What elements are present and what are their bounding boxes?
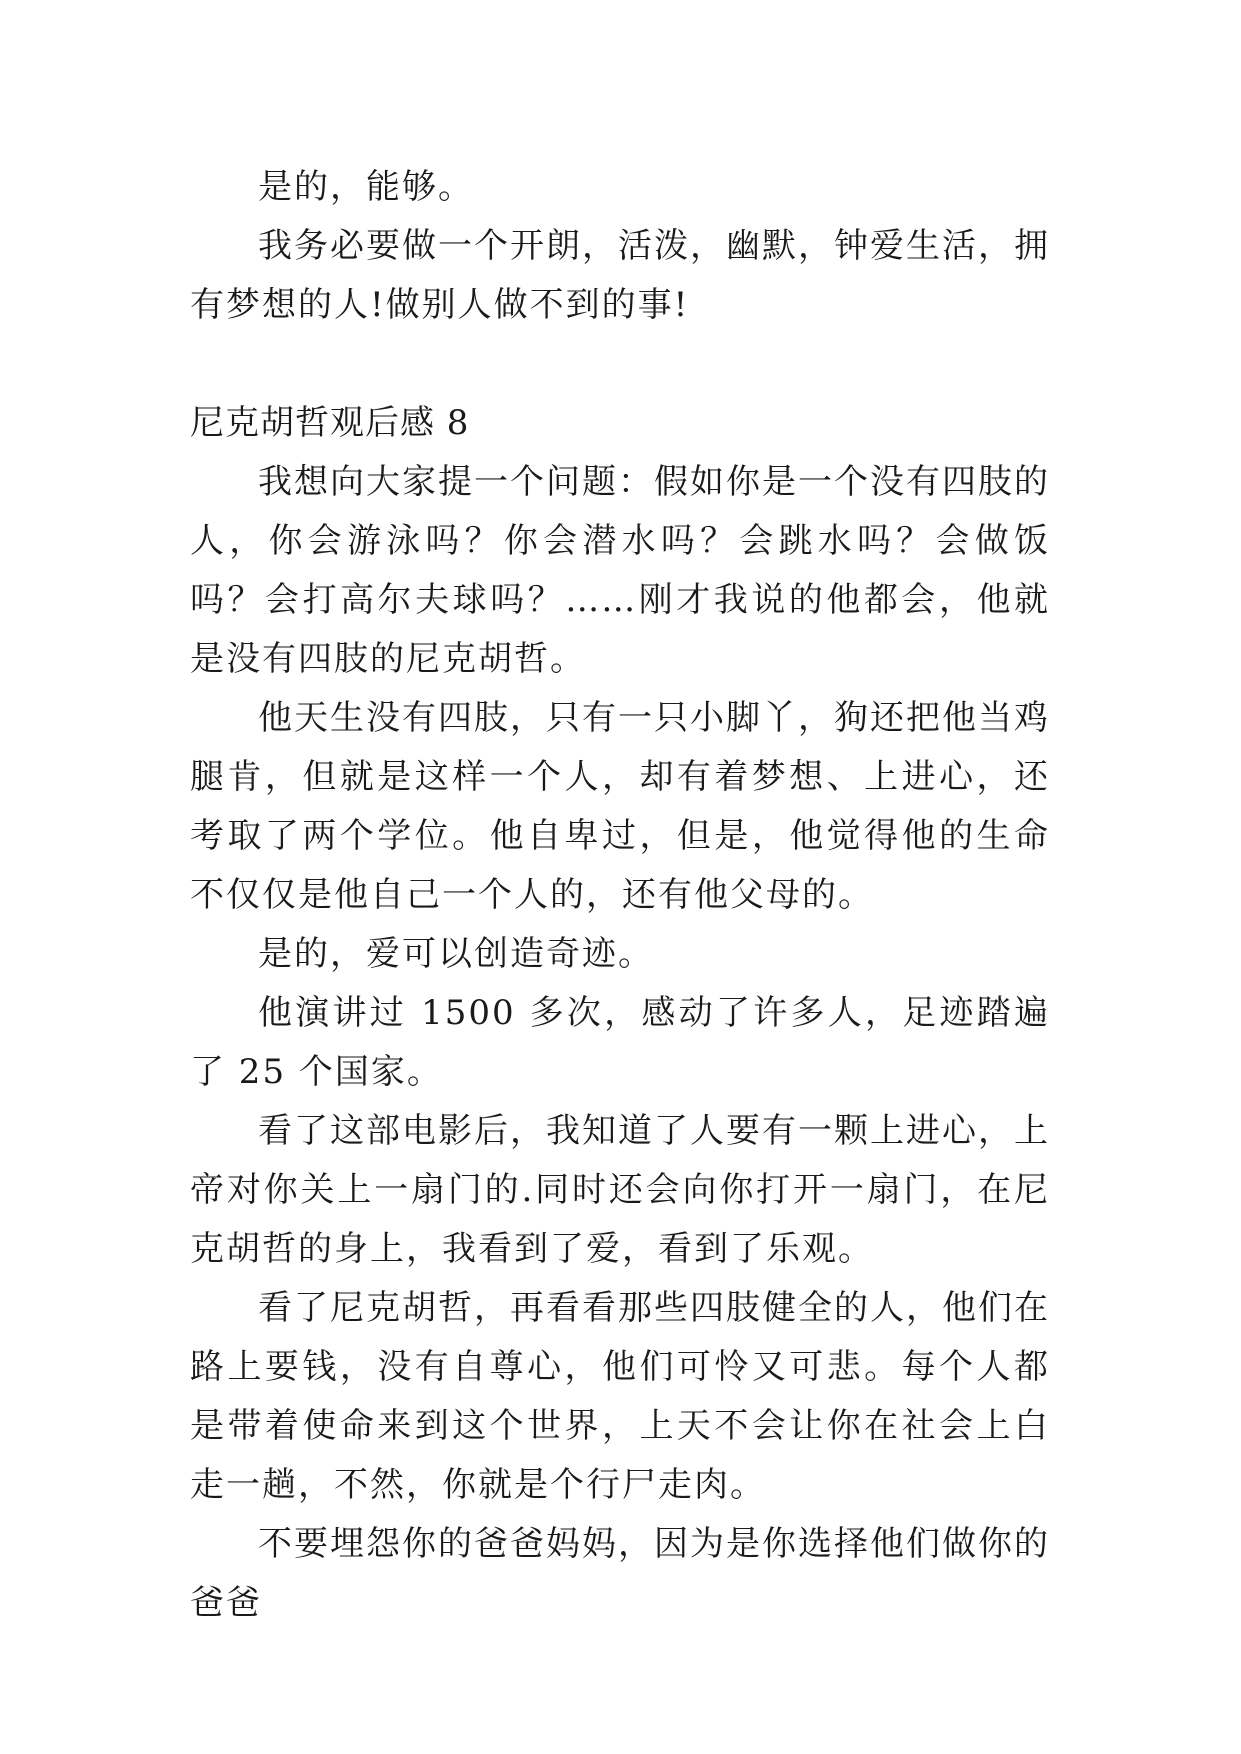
paragraph: 他演讲过 1500 多次，感动了许多人，足迹踏遍了 25 个国家。	[190, 993, 1050, 1092]
paragraph: 看了这部电影后，我知道了人要有一颗上进心，上帝对你关上一扇门的.同时还会向你打开一扇门，在尼克胡哲的身上，我看到了爱，看到了乐观。	[190, 1111, 1050, 1269]
paragraph: 是的，能够。	[258, 167, 474, 207]
paragraph: 我务必要做一个开朗，活泼，幽默，钟爱生活，拥有梦想的人!做别人做不到的事!	[190, 226, 1050, 325]
paragraph: 不要埋怨你的爸爸妈妈，因为是你选择他们做你的爸爸	[190, 1524, 1050, 1623]
paragraph: 看了尼克胡哲，再看看那些四肢健全的人，他们在路上要钱，没有自尊心，他们可怜又可悲。每个人都是带着使命来到这个世界，上天不会让你在社会上白走一趟，不然，你就是个行尸走肉。	[190, 1288, 1050, 1505]
section-spacer	[190, 335, 1050, 394]
section-heading: 尼克胡哲观后感 8	[190, 403, 470, 443]
paragraph: 他天生没有四肢，只有一只小脚丫，狗还把他当鸡腿肯，但就是这样一个人，却有着梦想、上进心，还考取了两个学位。他自卑过，但是，他觉得他的生命不仅仅是他自己一个人的，还有他父母的。	[190, 698, 1050, 915]
paragraph: 是的，爱可以创造奇迹。	[258, 934, 654, 974]
document-body	[190, 158, 1050, 1633]
paragraph: 我想向大家提一个问题：假如你是一个没有四肢的人，你会游泳吗？你会潜水吗？会跳水吗？会做饭吗？会打高尔夫球吗？……刚才我说的他都会，他就是没有四肢的尼克胡哲。	[190, 462, 1050, 679]
